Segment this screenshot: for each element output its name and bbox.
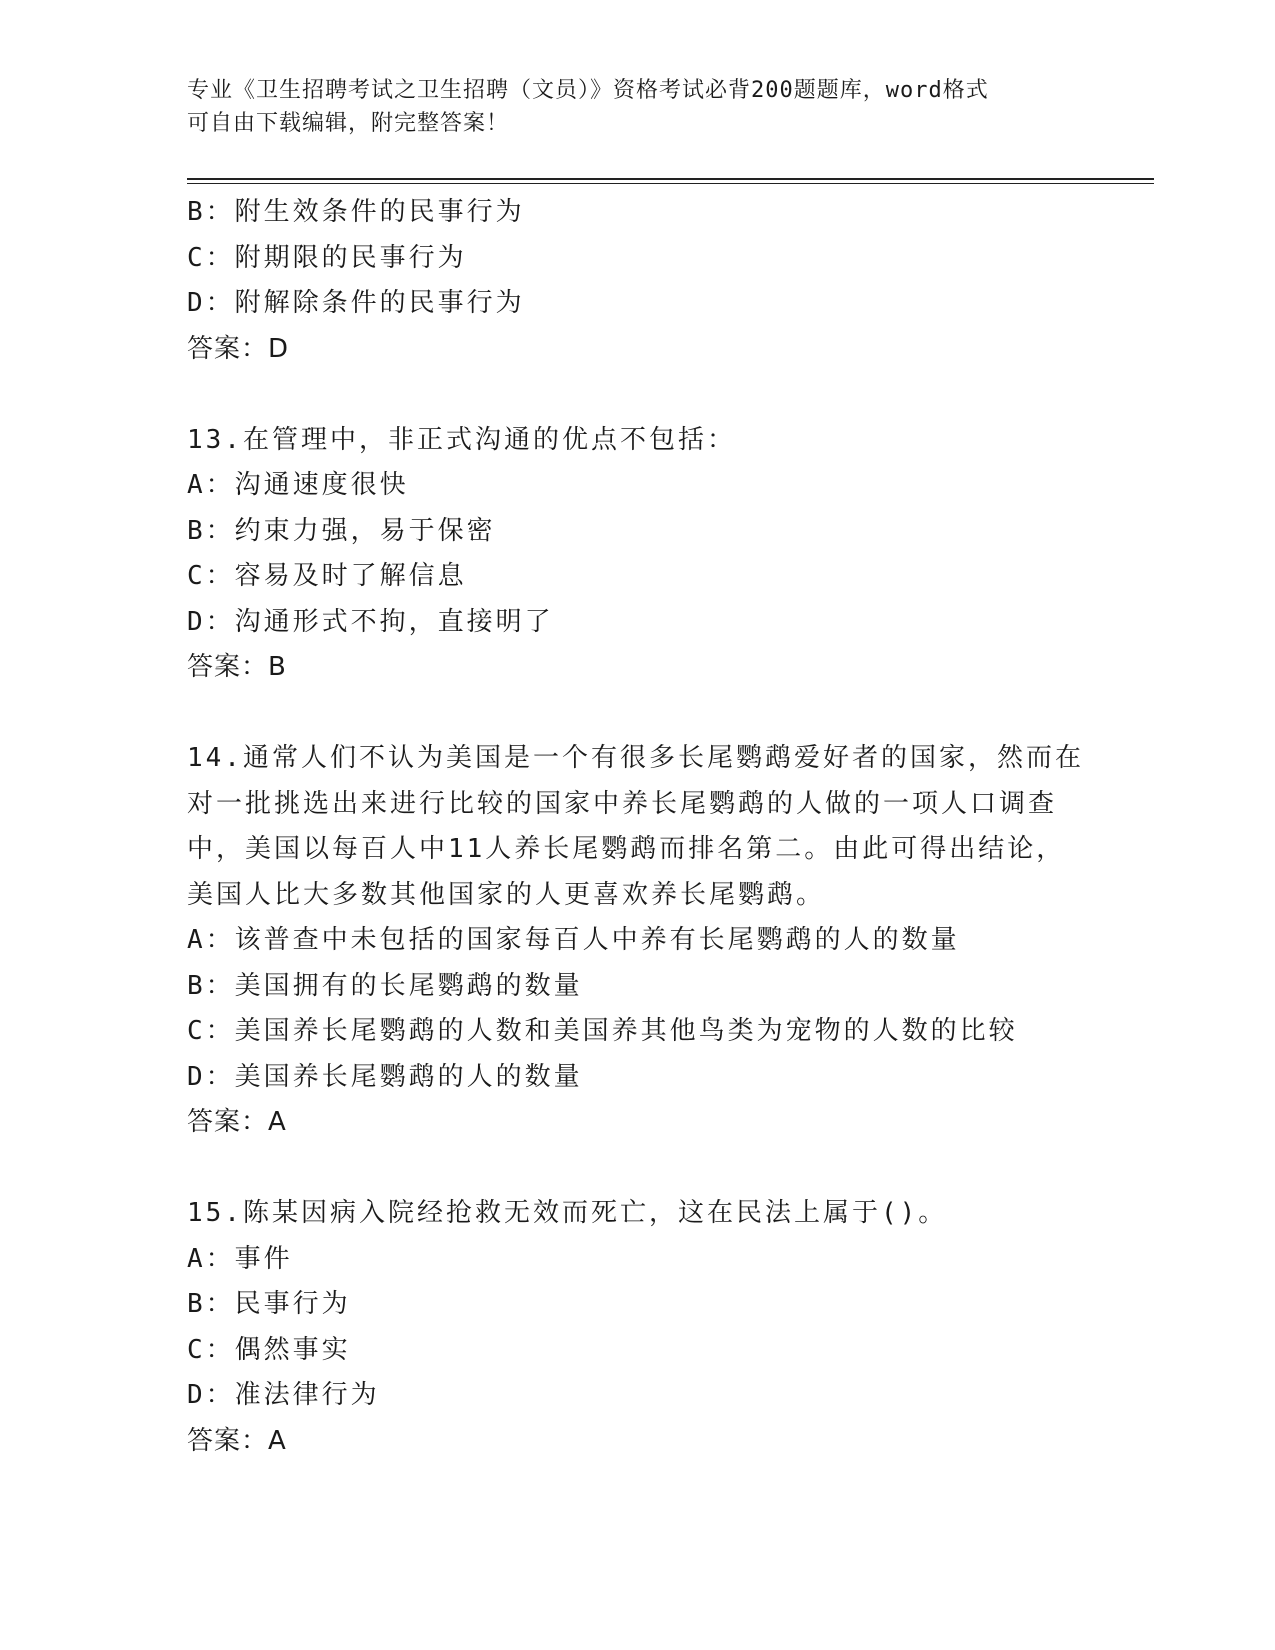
question-12 [187,190,1107,372]
option-c: C：附期限的民事行为 [187,242,467,273]
question-text: 13.在管理中，非正式沟通的优点不包括： [187,424,736,455]
answer: 答案：D [187,333,290,364]
option-a: A：沟通速度很快 [187,470,409,500]
option-b: B：附生效条件的民事行为 [187,197,525,227]
spacer [187,372,1107,418]
spacer [187,1146,1107,1192]
option-d: D：美国养长尾鹦鹉的人的数量 [187,1061,583,1092]
header-title-line-2: 可自由下载编辑，附完整答案！ [187,111,510,136]
question-text: 15.陈某因病入院经抢救无效而死亡，这在民法上属于()。 [187,1198,948,1228]
header-title-line-1: 专业《卫生招聘考试之卫生招聘（文员）》资格考试必背200题题库，word格式 [187,78,989,103]
option-b: B：美国拥有的长尾鹦鹉的数量 [187,970,583,1001]
option-c: C：容易及时了解信息 [187,561,467,591]
answer: 答案：B [187,652,287,682]
option-c: C：偶然事实 [187,1334,351,1365]
document-header [187,74,1087,140]
option-d: D：准法律行为 [187,1380,380,1410]
question-text-line-4: 美国人比大多数其他国家的人更喜欢养长尾鹦鹉。 [187,879,826,910]
question-content [187,190,1107,1464]
option-a: A：事件 [187,1243,293,1274]
option-d: D：沟通形式不拘，直接明了 [187,606,554,637]
question-13 [187,418,1107,691]
option-c: C：美国养长尾鹦鹉的人数和美国养其他鸟类为宠物的人数的比较 [187,1016,1018,1046]
question-text-line-1: 14.通常人们不认为美国是一个有很多长尾鹦鹉爱好者的国家，然而在 [187,743,1084,773]
question-text-line-3: 中，美国以每百人中11人养长尾鹦鹉而排名第二。由此可得出结论， [187,834,1066,864]
option-a: A：该普查中未包括的国家每百人中养有长尾鹦鹉的人的数量 [187,925,960,955]
spacer [187,691,1107,737]
option-b: B：民事行为 [187,1289,351,1319]
option-d: D：附解除条件的民事行为 [187,288,525,318]
header-divider-thin [187,183,1154,184]
option-b: B：约束力强，易于保密 [187,515,496,546]
header-divider-thick [187,178,1154,180]
question-text-line-2: 对一批挑选出来进行比较的国家中养长尾鹦鹉的人做的一项人口调查 [187,788,1058,819]
question-14 [187,736,1107,1146]
answer: 答案：A [187,1425,287,1456]
answer: 答案：A [187,1107,287,1137]
question-15 [187,1191,1107,1464]
